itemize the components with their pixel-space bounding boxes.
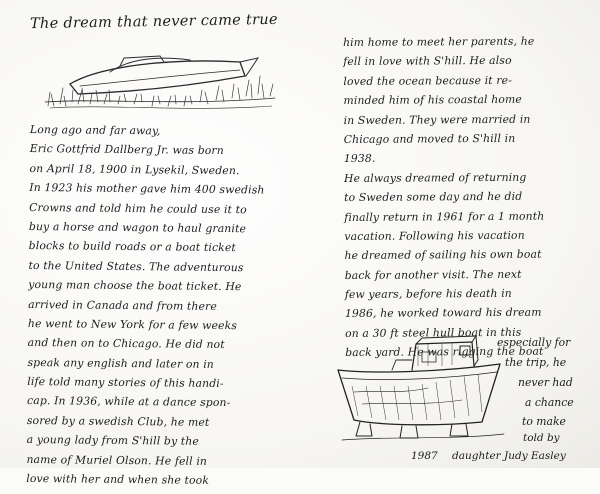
story-line: back yard. He was rigging the boat — [345, 344, 544, 360]
story-line: in Sweden. They were married in — [343, 112, 531, 127]
story-line: arrived in Canada and from there — [28, 297, 218, 313]
story-line: especially for — [497, 336, 571, 349]
story-line: he dreamed of sailing his own boat — [344, 247, 542, 263]
story-line: finally return in 1961 for a 1 month — [344, 209, 545, 224]
credit-author: daughter Judy Easley — [452, 450, 566, 462]
story-line: Chicago and moved to S'hill in — [343, 131, 516, 146]
story-line: never had — [518, 376, 573, 389]
story-line: love with her and when she took — [26, 472, 210, 487]
story-line: young man choose the boat ticket. He — [28, 278, 242, 294]
story-line: to make — [522, 415, 566, 428]
credit-told-by: told by — [523, 432, 560, 444]
story-line: to the United States. The adventurous — [28, 258, 244, 274]
story-line: buy a horse and wagon to haul granite — [28, 219, 247, 236]
story-line: speak any english and later on in — [27, 355, 215, 371]
credit-year: 1987 — [411, 450, 438, 462]
story-line: vacation. Following his vacation — [344, 228, 525, 243]
story-line: Crowns and told him he could use it to — [29, 200, 247, 216]
story-text-left — [26, 123, 265, 494]
story-line: minded him of his coastal home — [343, 92, 522, 108]
story-line: sored by a swedish Club, he met — [26, 413, 210, 429]
story-line: him home to meet her parents, he — [343, 34, 535, 49]
story-line: cap. In 1936, while at a dance spon- — [27, 394, 231, 410]
story-line: he went to New York for a few weeks — [27, 316, 238, 333]
story-text-right — [343, 35, 545, 366]
boat-on-blocks-illustration — [332, 330, 507, 442]
story-line: name of Muriel Olson. He fell in — [26, 452, 208, 468]
story-line: 1986, he worked toward his dream — [344, 306, 542, 321]
story-line: loved the ocean because it re- — [343, 73, 513, 88]
story-line: on April 18, 1900 in Lysekil, Sweden. — [29, 161, 240, 177]
story-line: 1938. — [343, 152, 376, 166]
story-line: blocks to build roads or a boat ticket — [28, 239, 236, 255]
story-line: Long ago and far away, — [29, 123, 161, 138]
story-line: the trip, he — [505, 356, 567, 369]
story-line: a young lady from S'hill by the — [26, 433, 200, 449]
story-line: few years, before his death in — [344, 286, 512, 302]
story-line: fell in love with S'hill. He also — [343, 54, 512, 69]
page-title: The dream that never came true — [29, 11, 278, 33]
story-line: to Sweden some day and he did — [344, 189, 523, 205]
story-line: He always dreamed of returning — [343, 170, 527, 185]
story-line: and then on to Chicago. He did not — [27, 336, 225, 352]
story-line: a chance — [525, 396, 574, 409]
story-line: In 1923 his mother gave him 400 swedish — [29, 181, 265, 197]
story-line: life told many stories of this handi- — [27, 375, 224, 391]
story-line: Eric Gottfrid Dallberg Jr. was born — [29, 142, 224, 158]
story-line: back for another visit. The next — [344, 267, 522, 282]
story-line: on a 30 ft steel hull boat in this — [345, 325, 522, 340]
boat-in-grass-illustration — [40, 36, 280, 114]
